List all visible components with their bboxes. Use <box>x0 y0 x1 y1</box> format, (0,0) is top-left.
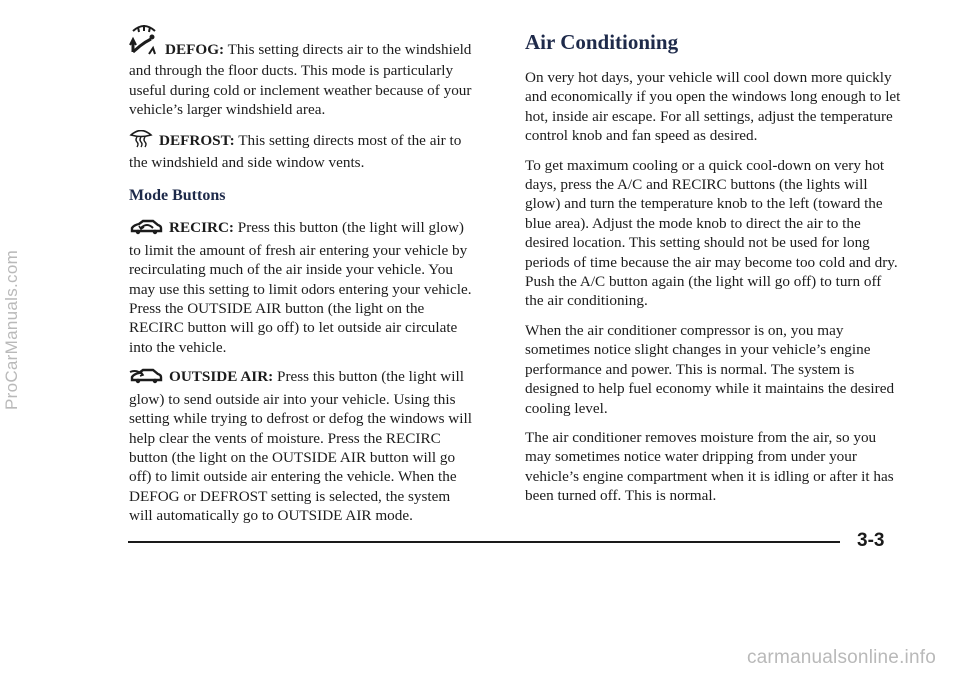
recirc-paragraph <box>129 218 475 357</box>
bottom-watermark: carmanualsonline.info <box>746 647 936 668</box>
ac-paragraph-2: To get maximum cooling or a quick cool-down on very hot days, press the A/C and RECIRC buttons (the lights will glow) and turn the temperature knob to the left (toward the blue area). Adjust the mode knob to direct the air to the desired location. This setting should not be used for long periods of time because the air may become too cold and dry. Push the A/C button again (the light will go off) to turn off the air conditioning. <box>525 156 898 310</box>
footer-rule <box>128 541 840 543</box>
air-conditioning-heading: Air Conditioning <box>525 30 679 54</box>
side-watermark: ProCarManuals.com <box>2 249 21 411</box>
recirc-text: Press this button (the light will glow) to limit the amount of fresh air entering your vehicle by recirculating much of the air inside your vehicle. You may use this setting to limit odors entering your vehicle. Press the OUTSIDE AIR button (the light on the RECIRC button will go off) to let outside air circulate into the vehicle. <box>129 219 472 356</box>
defrost-icon <box>129 130 153 153</box>
defrost-paragraph <box>129 130 475 173</box>
defog-icon <box>129 22 159 61</box>
defog-term: DEFOG: <box>165 41 225 58</box>
recirc-term: RECIRC: <box>169 219 234 237</box>
ac-paragraph-1: On very hot days, your vehicle will cool down more quickly and economically if you open the windows long enough to let hot, inside air escape. For all settings, adjust the temperature control knob and fan speed as desired. <box>525 69 901 145</box>
defrost-term: DEFROST: <box>159 131 235 149</box>
ac-paragraph-4: The air conditioner removes moisture from the air, so you may sometimes notice water dripping from under your vehicle’s engine compartment when it is idling or after it has been turned off. This is normal. <box>525 428 894 505</box>
outside-air-term: OUTSIDE AIR: <box>169 368 274 386</box>
outside-air-paragraph <box>129 367 475 525</box>
defog-paragraph <box>129 22 475 120</box>
defog-text: This setting directs air to the windshield and through the floor ducts. This mode is particularly useful during cold or inclement weather because of your vehicle’s larger windshield area. <box>129 41 472 119</box>
mode-buttons-heading: Mode Buttons <box>129 187 226 205</box>
outside-air-car-icon <box>129 368 163 389</box>
outside-air-text: Press this button (the light will glow) to send outside air into your vehicle. Using this setting while trying to defrost or defog the windows will help clear the vents of moisture. Press the RECIRC button (the light on the OUTSIDE AIR button will go off) to limit outside air entering the vehicle. When the DEFOG or DEFROST setting is selected, the system will automatically go to OUTSIDE AIR mode. <box>129 368 472 525</box>
ac-paragraph-3: When the air conditioner compressor is on, you may sometimes notice slight changes in your vehicle’s engine performance and power. This is normal. The system is designed to help fuel economy while it maintains the desired cooling level. <box>525 321 895 417</box>
defrost-text: This setting directs most of the air to the windshield and side window vents. <box>129 131 462 172</box>
left-column <box>129 22 475 536</box>
right-column <box>525 22 901 516</box>
recirc-car-icon <box>129 219 163 240</box>
page-number: 3-3 <box>857 530 885 551</box>
